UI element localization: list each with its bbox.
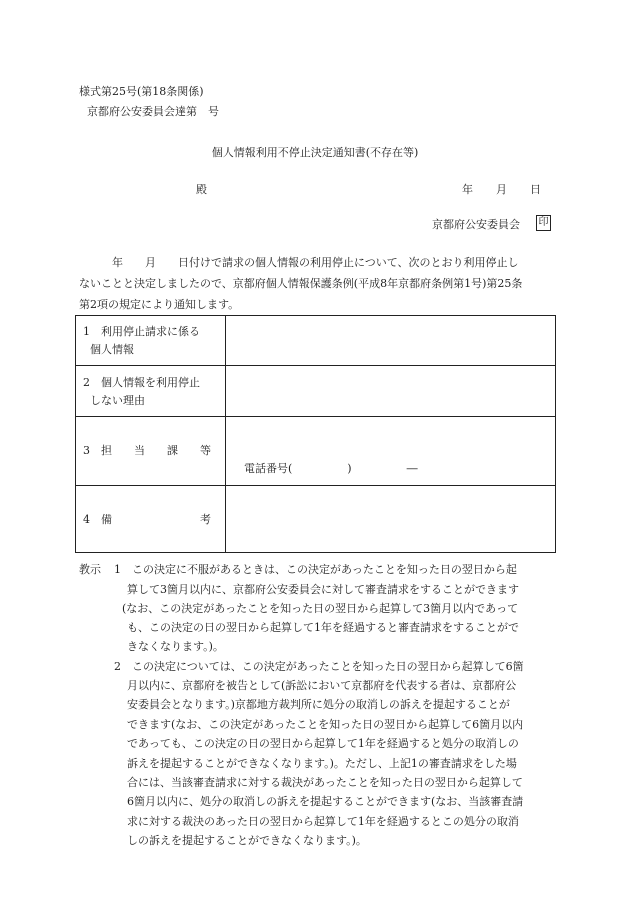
phone-number-line: 電話番号( ) ― bbox=[244, 462, 418, 475]
date-year: 年 bbox=[462, 183, 473, 196]
instruction-2-line: であっても、この決定の日の翌日から起算して1年を経過すると処分の取消しの bbox=[127, 737, 519, 750]
instruction-2-line: 安委員会となります。)京都地方裁判所に処分の取消しの訴えを提起することが bbox=[127, 698, 510, 711]
intro-line-2: ないことと決定しましたので、京都府個人情報保護条例(平成8年京都府条例第1号)第25条 bbox=[79, 277, 523, 290]
row1-label-line2: 個人情報 bbox=[90, 343, 134, 356]
instruction-1-line: きなくなります。)。 bbox=[127, 640, 224, 653]
table-row bbox=[76, 366, 556, 417]
row-label-remarks bbox=[76, 486, 226, 553]
document-title: 個人情報利用不停止決定通知書(不存在等) bbox=[211, 146, 419, 159]
intro-line-1: 年 月 日付けで請求の個人情報の利用停止について、次のとおり利用停止し bbox=[79, 256, 519, 269]
row2-label-line1: 2 個人情報を利用停止 bbox=[83, 376, 200, 389]
row-label-reason bbox=[76, 366, 226, 417]
row-label-department bbox=[76, 417, 226, 486]
date-month: 月 bbox=[496, 183, 507, 196]
intro-line-3: 第2項の規定により通知します。 bbox=[79, 298, 240, 311]
table-row bbox=[76, 417, 556, 486]
instruction-2-line: できます(なお、この決定があったことを知った日の翌日から起算して6箇月以内 bbox=[127, 718, 524, 731]
form-id: 様式第25号(第18条関係) bbox=[79, 85, 204, 98]
instruction-2-line: 合には、当該審査請求に対する裁決があったことを知った日の翌日から起算して bbox=[127, 776, 523, 789]
instruction-2-line: 訴えを提起することができなくなります。)。ただし、上記1の審査請求をした場 bbox=[127, 757, 517, 770]
instruction-2-line: しの訴えを提起することができなくなります。)。 bbox=[127, 834, 367, 847]
date-day: 日 bbox=[530, 183, 541, 196]
instruction-2-line: 6箇月以内に、処分の取消しの訴えを提起することができます(なお、当該審査請 bbox=[127, 795, 524, 808]
issuer-name: 京都府公安委員会 bbox=[432, 218, 520, 231]
row-value-target-info bbox=[226, 316, 556, 366]
notice-table bbox=[75, 315, 556, 553]
table-row bbox=[76, 316, 556, 366]
recipient-suffix: 殿 bbox=[196, 183, 207, 196]
table-row bbox=[76, 486, 556, 553]
instruction-1-line: 算して3箇月以内に、京都府公安委員会に対して審査請求をすることができます bbox=[127, 583, 519, 596]
instruction-1-line: 1 この決定に不服があるときは、この決定があったことを知った日の翌日から起 bbox=[114, 563, 517, 576]
row-label-target-info bbox=[76, 316, 226, 366]
instruction-2-line: 月以内に、京都府を被告として(訴訟において京都府を代表する者は、京都府公 bbox=[127, 679, 517, 692]
date-line bbox=[462, 181, 541, 197]
row-value-department bbox=[226, 417, 556, 486]
row4-label: 4 備 考 bbox=[83, 513, 211, 526]
instruction-2-line: 2 この決定については、この決定があったことを知った日の翌日から起算して6箇 bbox=[114, 660, 524, 673]
row2-label-line2: しない理由 bbox=[90, 394, 145, 407]
instructions-label: 教示 bbox=[79, 563, 101, 576]
instruction-1-line: も、この決定の日の翌日から起算して1年を経過すると審査請求をすることがで bbox=[127, 621, 519, 634]
instruction-2-line: 求に対する裁決のあった日の翌日から起算して1年を経過するとこの処分の取消 bbox=[127, 815, 519, 828]
seal-mark: 印 bbox=[536, 215, 551, 231]
instruction-1-line: (なお、この決定があったことを知った日の翌日から起算して3箇月以内であって bbox=[122, 602, 519, 615]
row1-label-line1: 1 利用停止請求に係る bbox=[83, 325, 200, 338]
notice-number: 京都府公安委員会達第 号 bbox=[87, 105, 219, 118]
row-value-remarks bbox=[226, 486, 556, 553]
row-value-reason bbox=[226, 366, 556, 417]
row3-label: 3 担 当 課 等 bbox=[83, 444, 211, 457]
